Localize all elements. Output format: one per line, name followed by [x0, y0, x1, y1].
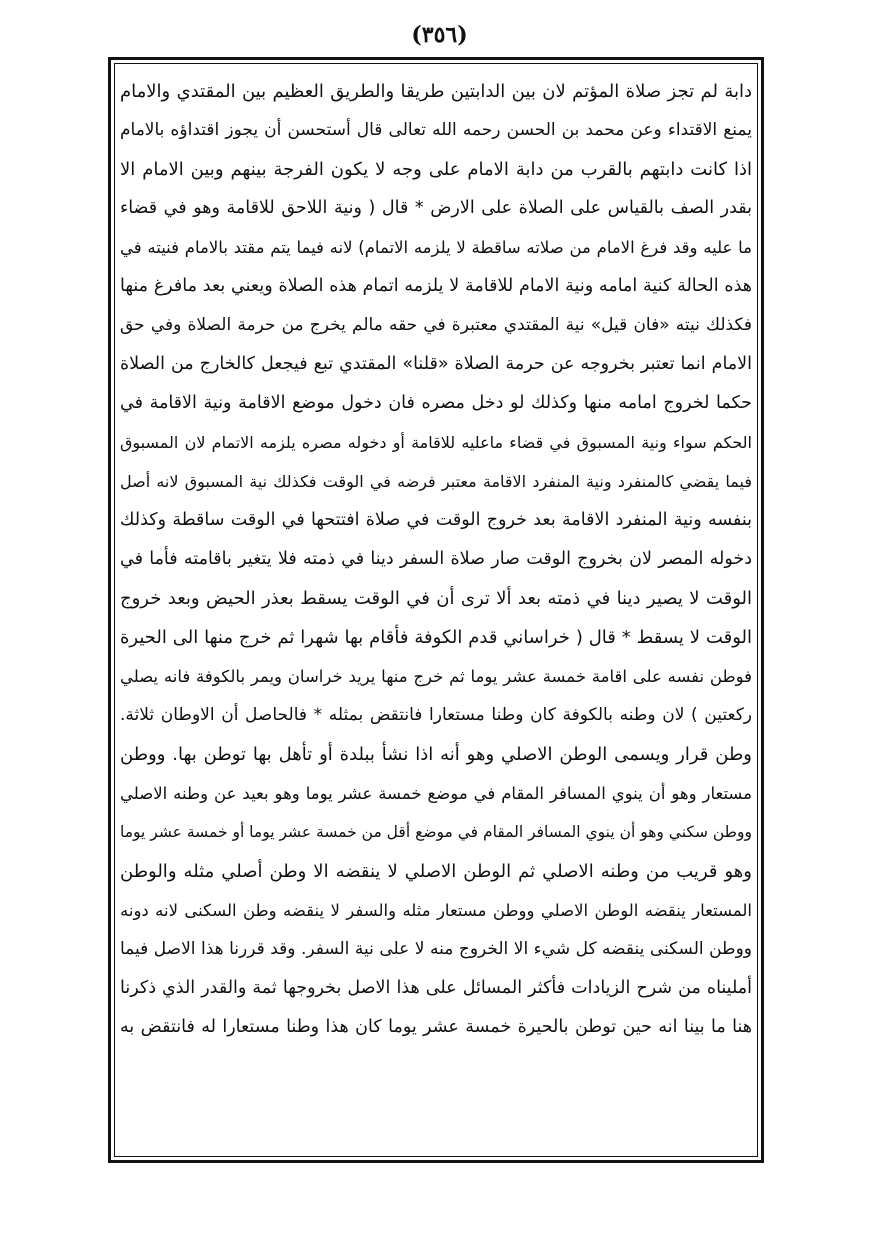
text-line: الامام انما تعتبر بخروجه عن حرمة الصلاة «قلنا» المقتدي تبع فيجعل كالخارج من الصلاة — [120, 354, 752, 374]
text-line: هذه الحالة كنية امامه ونية الامام للاقامة لا يلزمه اتمام هذه الصلاة ويعني بعد مافرغ منها — [120, 276, 752, 296]
text-line: مستعار وهو أن ينوي المسافر المقام في موضع خمسة عشر يوما وهو بعيد عن وطنه الاصلي — [120, 784, 752, 803]
text-line: بنفسه ونية المنفرد الاقامة بعد خروج الوقت في صلاة افتتحها في الوقت ساقطة وكذلك — [120, 510, 752, 530]
text-line: وطن قرار ويسمى الوطن الاصلي وهو أنه اذا نشأ ببلدة أو تأهل بها توطن بها. ووطن — [120, 744, 752, 765]
body-text — [120, 72, 752, 1152]
text-line: الوقت لا يصير دينا في ذمته بعد ألا ترى أن في الوقت يسقط بعذر الحيض وبعد خروج — [120, 588, 752, 609]
text-line: ما عليه وقد فرغ الامام من صلاته ساقطة لا يلزمه الاتمام) لانه فيما يتم مقتد بالامام فنيته في — [120, 238, 752, 257]
text-line: ركعتين ) لان وطنه بالكوفة كان وطنا مستعارا فانتقض بمثله * فالحاصل أن الاوطان ثلاثة. — [120, 705, 752, 725]
text-line: الوقت لا يسقط * قال ( خراساني قدم الكوفة فأقام بها شهرا ثم خرج منها الى الحيرة — [120, 627, 752, 648]
text-line: اذا كانت دابتهم بالقرب من دابة الامام على وجه لا يكون الفرجة بينهم وبين الامام الا — [120, 159, 752, 180]
text-line: ووطن السكنى ينقضه كل شيء الا الخروج منه لا على نية السفر. وقد قررنا هذا الاصل فيما — [120, 939, 752, 959]
text-line: المستعار ينقضه الوطن الاصلي ووطن مستعار مثله والسفر لا ينقضه وطن السكنى لانه دونه — [120, 901, 752, 920]
text-line: أمليناه من شرح الزيادات فأكثر المسائل على هذا الاصل بخروجها ثمة والقدر الذي ذكرنا — [120, 978, 752, 998]
text-line: الحكم سواء ونية المسبوق في قضاء ماعليه للاقامة أو دخوله مصره يلزمه الاتمام لان المسبوق — [120, 433, 752, 452]
text-line: دخوله المصر لان بخروج الوقت صار صلاة السفر دينا في ذمته فلا يتغير باقامته فأما في — [120, 549, 752, 569]
text-line: هنا ما بينا انه حين توطن بالحيرة خمسة عشر يوما كان هذا وطنا مستعارا له فانتقض به — [120, 1017, 752, 1037]
text-line: فيما يقضي كالمنفرد ونية المنفرد الاقامة معتبر فرضه في الوقت فكذلك نية المسبوق لانه أصل — [120, 472, 752, 491]
text-line: يمنع الاقتداء وعن محمد بن الحسن رحمه الله تعالى قال أستحسن أن يجوز اقتداؤه بالامام — [120, 120, 752, 140]
text-line: حكما لخروج امامه منها وكذلك لو دخل مصره فان دخول موضع الاقامة ونية الاقامة في — [120, 393, 752, 413]
text-line: وهو قريب من وطنه الاصلي ثم الوطن الاصلي لا ينقضه الا وطن أصلي مثله والوطن — [120, 861, 752, 882]
text-line: بقدر الصف بالقياس على الصلاة على الارض * قال ( ونية اللاحق للاقامة وهو في قضاء — [120, 198, 752, 218]
page-number: (٣٥٦) — [411, 22, 468, 48]
text-line: فوطن نفسه على اقامة خمسة عشر يوما ثم خرج منها يريد خراسان ويمر بالكوفة فانه يصلي — [120, 667, 752, 686]
text-line: دابة لم تجز صلاة المؤتم لان بين الدابتين طريقا والطريق العظيم بين المقتدي والامام — [120, 81, 752, 102]
text-line: ووطن سكني وهو أن ينوي المسافر المقام في موضع أقل من خمسة عشر يوما أو خمسة عشر يوما — [120, 823, 752, 841]
text-line: فكذلك نيته «فان قيل» نية المقتدي معتبرة في حقه مالم يخرج من حرمة الصلاة وفي حق — [120, 315, 752, 335]
